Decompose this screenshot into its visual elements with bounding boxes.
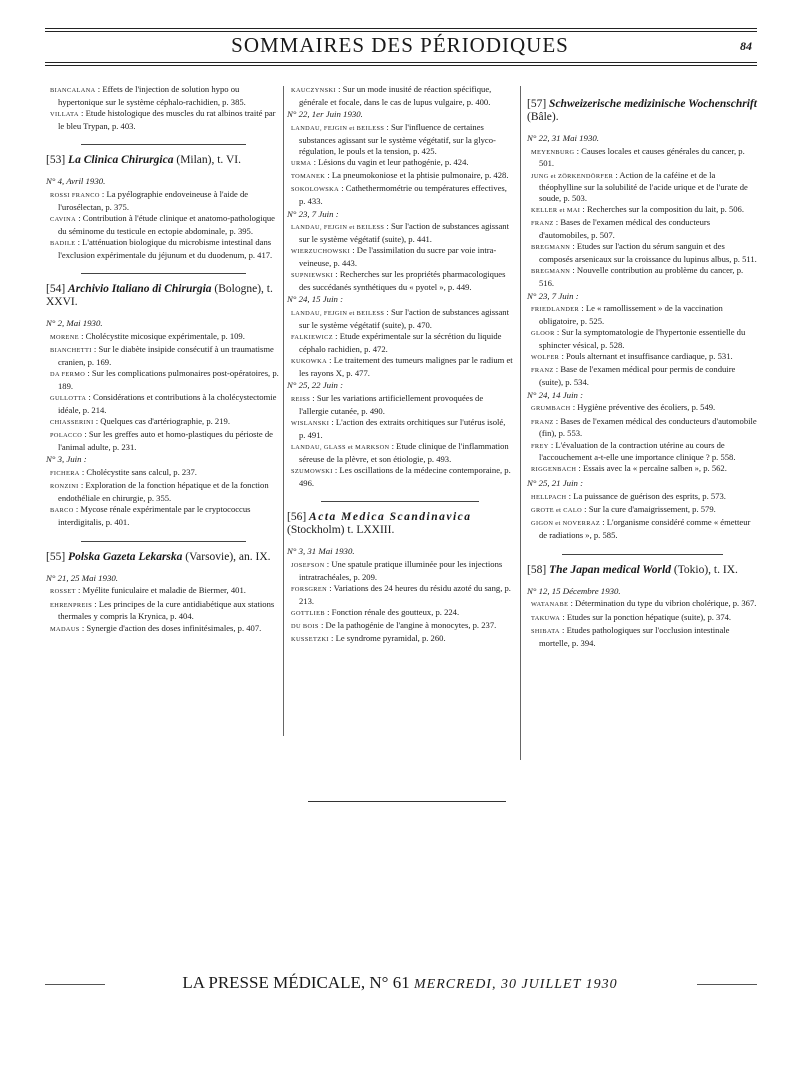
author-name: SHIBATA	[531, 627, 560, 635]
article-entry	[46, 368, 281, 391]
article-title: : Sur l'action de substances agissant sur le système végétatif (suite), p. 441.	[299, 221, 509, 244]
article-entry	[527, 416, 757, 439]
article-entry	[46, 237, 281, 260]
entry-list	[527, 303, 757, 387]
column-1	[46, 84, 281, 636]
journal-info: (Varsovie), an. IX.	[182, 550, 271, 563]
article-title: : L'organisme considéré comme « émetteur de radiations », p. 585.	[539, 517, 751, 540]
article-title: : Action de la caféine et de la théophylline sur la solubilité de l'acide urique et de l'urate de soude, p. 503.	[539, 169, 748, 204]
article-title: : La pyélographie endoveineuse à l'aide de l'urosélectan, p. 375.	[58, 189, 249, 212]
article-entry	[46, 623, 281, 636]
author-name: MADAUS	[50, 625, 80, 633]
article-title: : Cholécystite micosique expérimentale, p. 109.	[79, 330, 245, 341]
article-title: : Bases de l'examen médical des conducteurs d'automobiles, p. 507.	[539, 217, 711, 241]
article-entry	[527, 517, 757, 540]
footer-date: MERCREDI, 30 JUILLET 1930	[413, 977, 618, 992]
footer	[0, 973, 800, 993]
article-title: : Cholécystite sans calcul, p. 237.	[79, 467, 197, 478]
author-name: FALKIEWICZ	[291, 334, 334, 342]
author-name: FRANZ	[531, 418, 554, 426]
article-entry	[527, 463, 757, 476]
article-title: : Quelques cas d'artériographie, p. 219.	[93, 415, 230, 426]
author-name: ROSSI FRANCO	[50, 192, 100, 200]
article-title: : De l'assimilation du sucre par voie intra-veineuse, p. 443.	[299, 245, 497, 268]
section-heading	[287, 511, 513, 537]
article-entry	[287, 183, 513, 206]
author-name: BIANCHETTI	[50, 347, 92, 355]
article-entry	[46, 189, 281, 212]
section-heading	[527, 98, 757, 124]
issue-date: N° 4, Avril 1930.	[46, 176, 106, 187]
issue-date: N° 3, Juin :	[46, 454, 87, 465]
section-number: [56]	[287, 511, 307, 524]
section-heading	[46, 283, 281, 309]
article-entry	[527, 217, 757, 240]
author-name: BARCO	[50, 507, 74, 515]
article-entry	[287, 583, 513, 606]
section-heading	[46, 551, 281, 564]
article-entry	[287, 84, 513, 107]
author-name: REISS	[291, 396, 311, 404]
author-name: MORENE	[50, 333, 79, 341]
author-name: FICHERA	[50, 470, 80, 478]
entry-list	[46, 84, 281, 131]
article-title: : Variations des 24 heures du résidu azoté du sang, p. 213.	[299, 582, 511, 606]
section-number: [54]	[46, 283, 66, 296]
issue-date: N° 25, 21 Juin :	[527, 478, 584, 489]
article-title: : Sur un mode inusité de réaction spécifique, générale et focale, dans le cas de lupus vulgaire, p. 400.	[299, 84, 492, 107]
article-entry	[46, 416, 281, 429]
journal-info: (Tokio), t. IX.	[670, 563, 738, 576]
header-rule-bottom	[45, 62, 757, 63]
column-2	[287, 84, 513, 646]
article-entry	[287, 620, 513, 633]
article-entry	[46, 108, 281, 131]
article-title: : Pouls alternant et insuffisance cardiaque, p. 531.	[559, 351, 733, 362]
article-entry	[46, 467, 281, 480]
article-title: : Cathethermométrie ou températures effectives, p. 433.	[299, 183, 507, 206]
header-rule-top	[45, 28, 757, 29]
article-entry	[46, 84, 281, 107]
article-title: : Une spatule pratique illuminée pour les injections intratrachéales, p. 209.	[299, 558, 503, 582]
author-name: LANDAU, FEJGIN et BEILESS	[291, 310, 385, 318]
article-entry	[527, 598, 757, 611]
column-divider	[283, 86, 284, 736]
author-name: RIGGENBACH	[531, 466, 577, 474]
author-name: LANDAU, GLASS et MARKSON	[291, 443, 390, 451]
entry-list	[527, 146, 757, 289]
article-title: : Causes locales et causes générales du cancer, p. 501.	[539, 145, 745, 169]
article-entry	[527, 612, 757, 625]
article-entry	[46, 585, 281, 598]
author-name: BIANCALANA	[50, 87, 96, 94]
article-title: : Les oscillations de la médecine contemporaine, p. 496.	[299, 464, 511, 488]
article-title: : Synergie d'action des doses infinitésimales, p. 407.	[79, 622, 262, 633]
article-entry	[527, 440, 757, 463]
author-name: CHIASSERINI	[50, 418, 94, 426]
author-name: VILLATA	[50, 110, 79, 118]
entry-list	[287, 307, 513, 378]
entry-list	[287, 393, 513, 488]
entry-list	[287, 221, 513, 292]
article-title: : La pneumokoniose et la phtisie pulmonaire, p. 428.	[325, 169, 509, 180]
article-entry	[287, 157, 513, 170]
article-title: : Détermination du type du vibrion cholérique, p. 367.	[568, 598, 757, 609]
author-name: URMA	[291, 159, 312, 167]
section-separator	[321, 501, 479, 502]
article-entry	[46, 344, 281, 367]
article-title: : Sur la cure d'amaigrissement, p. 579.	[582, 504, 716, 515]
page-title: SOMMAIRES DES PÉRIODIQUES	[231, 33, 569, 57]
journal-info: (Stockholm) t. LXXIII.	[287, 524, 395, 537]
author-name: TAKUWA	[531, 614, 561, 622]
article-entry	[527, 364, 757, 387]
author-name: FRANZ	[531, 220, 554, 228]
author-name: FREY	[531, 442, 549, 450]
author-name: HELLPACH	[531, 493, 567, 501]
article-entry	[46, 504, 281, 527]
section-separator	[562, 554, 723, 555]
article-title: : Les principes de la cure antidiabétique aux stations thermales y compris la Krynica, p. 404.	[58, 598, 275, 622]
header-rule-top-2	[45, 31, 757, 32]
issue-date: N° 23, 7 Juin :	[287, 208, 339, 219]
article-title: : Sur la symptomatologie de l'hypertonie essentielle du sphincter vésical, p. 528.	[539, 327, 746, 350]
article-title: : Etude histologique des muscles du rat albinos traité par le bleu Trypan, p. 403.	[58, 107, 276, 131]
author-name: JUNG et ZÖRKENDÖRFER	[531, 172, 614, 180]
author-name: SUPNIEWSKI	[291, 272, 334, 280]
article-entry	[527, 146, 757, 169]
journal-title: Schweizerische medizinische Wochenschrift	[549, 98, 757, 110]
author-name: LANDAU, FEJGIN et BEILESS	[291, 224, 385, 232]
author-name: GLOOR	[531, 330, 555, 338]
article-entry	[527, 170, 757, 204]
article-entry	[46, 213, 281, 236]
author-name: WOLFER	[531, 354, 560, 362]
article-entry	[287, 122, 513, 156]
issue-date: N° 22, 1er Juin 1930.	[287, 109, 363, 120]
author-name: GRUMBACH	[531, 405, 571, 413]
article-title: : Recherches sur la composition du lait, p. 506.	[580, 204, 745, 215]
article-title: : Etude expérimentale sur la sécrétion du liquide céphalo rachidien, p. 472.	[299, 331, 502, 354]
author-name: JOSEFSON	[291, 561, 325, 569]
article-entry	[46, 480, 281, 503]
column-3	[527, 84, 757, 649]
author-name: CAVINA	[50, 215, 77, 223]
article-title: : Etudes sur la ponction hépatique (suite), p. 374.	[560, 611, 732, 622]
article-title: : Considérations et contributions à la cholécystectomie idéale, p. 214.	[58, 391, 277, 415]
author-name: FRANZ	[531, 367, 554, 375]
article-title: : Le « ramollissement » de la vaccination obligatoire, p. 525.	[539, 303, 723, 327]
article-title: : Exploration de la fonction hépatique et de la fonction endothéliale en chirurgie, p. 355.	[58, 480, 269, 504]
article-entry	[287, 331, 513, 354]
article-title: : Sur les complications pulmonaires post-opératoires, p. 189.	[58, 368, 279, 391]
article-entry	[287, 355, 513, 378]
author-name: WIERZUCHOWSKI	[291, 248, 351, 256]
article-entry	[527, 303, 757, 326]
article-entry	[287, 269, 513, 292]
section-number: [58]	[527, 563, 547, 576]
article-title: : Hygiène préventive des écoliers, p. 549.	[570, 402, 716, 413]
article-title: : La puissance de guérison des esprits, p. 573.	[566, 490, 726, 501]
author-name: GIGON et NOVERRAZ	[531, 520, 601, 528]
footer-journal: LA PRESSE MÉDICALE, N° 61	[182, 973, 410, 992]
article-title: : Sur l'action de substances agissant sur le système végétatif (suite), p. 470.	[299, 307, 509, 330]
article-title: : Sur les greffes auto et homo-plastiques du périoste de l'animal adulte, p. 231.	[58, 429, 273, 452]
journal-title: La Clinica Chirurgica	[68, 154, 174, 167]
article-title: : Fonction rénale des goutteux, p. 224.	[324, 606, 460, 617]
section-separator	[81, 541, 246, 542]
section-heading	[527, 564, 757, 577]
article-title: : Essais avec la « percaïne salben », p. 562.	[576, 463, 727, 474]
issue-date: N° 24, 15 Juin :	[287, 294, 344, 305]
journal-title: Archivio Italiano di Chirurgia	[68, 283, 212, 296]
entry-list	[287, 84, 513, 107]
author-name: FRIEDLANDER	[531, 306, 580, 314]
issue-date: N° 24, 14 Juin :	[527, 389, 584, 400]
author-name: KUKOWKA	[291, 357, 328, 365]
author-name: DA FERMO	[50, 371, 86, 379]
author-name: GROTE et CALO	[531, 507, 583, 515]
article-entry	[287, 607, 513, 620]
entry-list	[527, 491, 757, 541]
article-entry	[287, 441, 513, 464]
author-name: BREGMANN	[531, 244, 571, 252]
author-name: SOKOLOWSKA	[291, 186, 340, 194]
article-entry	[46, 429, 281, 452]
author-name: GOTTLIEB	[291, 609, 325, 617]
article-title: : Contribution à l'étude clinique et anatomo-pathologique du séminome du testicule en ectopie abdominale, p. 395.	[58, 212, 275, 236]
author-name: DU BOIS	[291, 622, 319, 630]
author-name: TOMANEK	[291, 172, 326, 180]
article-entry	[527, 351, 757, 364]
article-entry	[527, 625, 757, 648]
author-name: KAUCZYNSKI	[291, 87, 336, 94]
article-title: : Base de l'examen médical pour permis de conduire (suite), p. 534.	[539, 364, 736, 388]
article-entry	[46, 599, 281, 622]
article-title: : L'action des extraits orchitiques sur l'utérus isolé, p. 491.	[299, 416, 506, 440]
issue-date: N° 12, 15 Décembre 1930.	[527, 585, 621, 596]
author-name: WISLANSKI	[291, 419, 330, 427]
issue-date: N° 25, 22 Juin :	[287, 380, 344, 391]
journal-title: Acta Medica Scandinavica	[309, 511, 472, 524]
article-title: : Nouvelle contribution au problème du cancer, p. 516.	[539, 265, 744, 288]
article-title: : Etudes sur l'action du sérum sanguin et des composés arsenicaux sur la croissance du lupinus albus, p. 511.	[539, 241, 757, 265]
article-title: : Sur l'influence de certaines substances agissant sur le système végétatif, sur la glyco-régulation, le pouls et la tension, p. 425.	[299, 122, 496, 156]
article-title: : De la pathogénie de l'angine à monocytes, p. 237.	[318, 619, 497, 630]
journal-info: (Milan), t. VI.	[173, 154, 241, 167]
article-title: : Bases de l'examen médical des conducteurs d'automobile (fin), p. 553.	[539, 415, 757, 439]
article-title: : Recherches sur les propriétés pharmacologiques des succédanés synthétiques du « pyotel », p. 449.	[299, 269, 506, 292]
article-title: : Effets de l'injection de solution hypo ou hypertonique sur le système céphalo-rachidien, p. 385.	[58, 84, 246, 107]
column-divider	[520, 86, 521, 760]
article-entry	[46, 331, 281, 344]
article-entry	[287, 417, 513, 440]
article-entry	[287, 307, 513, 330]
article-title: : Etude clinique de l'inflammation séreuse de la plèvre, et son étiologie, p. 493.	[299, 440, 509, 464]
article-entry	[527, 504, 757, 517]
article-entry	[287, 393, 513, 416]
article-entry	[287, 245, 513, 268]
article-title: : L'évaluation de la contraction utérine au cours de l'accouchement a-t-elle une importance clinique ? p. 558.	[539, 439, 736, 463]
article-title: : Le syndrome pyramidal, p. 260.	[328, 633, 446, 644]
page-number: 84	[740, 39, 752, 53]
entry-list	[527, 402, 757, 476]
article-title: : L'atténuation biologique du microbisme intestinal dans l'exclusion expérimentale du jéjunum et du duodenum, p. 417.	[58, 236, 273, 260]
author-name: KELLER et MAI	[531, 207, 581, 215]
article-title: : Sur les variations artificiellement provoquées de l'allergie cutanée, p. 490.	[299, 393, 484, 416]
article-title: : Mycose rénale expérimentale par le cryptococcus interdigitalis, p. 401.	[58, 504, 251, 527]
author-name: BREGMANN	[531, 268, 571, 276]
author-name: MEYENBURG	[531, 148, 575, 156]
article-entry	[287, 170, 513, 183]
article-entry	[527, 327, 757, 350]
author-name: BADILE	[50, 239, 76, 247]
author-name: ROSSET	[50, 588, 76, 596]
author-name: KUSSETZKI	[291, 636, 329, 644]
article-title: : Etudes pathologiques sur l'occlusion intestinale mortelle, p. 394.	[539, 624, 730, 648]
article-entry	[46, 392, 281, 415]
article-entry	[287, 465, 513, 488]
article-title: : Sur le diabète insipide consécutif à un traumatisme cranien, p. 169.	[58, 344, 274, 367]
author-name: EHRENPREIS	[50, 601, 93, 609]
section-separator	[81, 273, 246, 274]
entry-list	[46, 467, 281, 528]
entry-list	[287, 559, 513, 646]
author-name: FORSGREN	[291, 585, 328, 593]
article-entry	[527, 204, 757, 217]
entry-list	[46, 189, 281, 260]
journal-info: (Bologne), t. XXVI.	[46, 283, 273, 309]
issue-date: N° 2, Mai 1930.	[46, 318, 103, 329]
entry-list	[527, 598, 757, 648]
author-name: SZUMOWSKI	[291, 467, 333, 475]
issue-date: N° 22, 31 Mai 1930.	[527, 133, 599, 143]
section-heading	[46, 154, 281, 167]
issue-date: N° 21, 25 Mai 1930.	[46, 572, 118, 583]
article-entry	[527, 265, 757, 288]
section-number: [53]	[46, 154, 66, 167]
article-entry	[527, 241, 757, 264]
entry-list	[46, 585, 281, 635]
article-entry	[287, 633, 513, 646]
author-name: WATANABE	[531, 601, 569, 609]
author-name: RONZINI	[50, 483, 79, 491]
article-entry	[527, 402, 757, 415]
article-title: : Lésions du vagin et leur pathogénie, p. 424.	[311, 156, 469, 167]
section-number: [57]	[527, 98, 547, 110]
journal-info: (Bâle).	[527, 111, 559, 123]
article-title: : Le traitement des tumeurs malignes par le radium et les rayons X, p. 477.	[299, 354, 513, 378]
article-entry	[287, 221, 513, 244]
article-title: : Myélite funiculaire et maladie de Biermer, 401.	[75, 585, 246, 596]
entry-list	[287, 122, 513, 206]
author-name: LANDAU, FEJGIN et BEILESS	[291, 125, 385, 133]
journal-title: The Japan medical World	[549, 563, 671, 576]
end-rule	[308, 801, 506, 802]
article-entry	[527, 491, 757, 504]
section-separator	[81, 144, 246, 145]
journal-title: Polska Gazeta Lekarska	[68, 550, 183, 563]
header-rule-bottom-2	[45, 65, 757, 66]
section-number: [55]	[46, 550, 66, 563]
author-name: POLACCO	[50, 432, 83, 440]
author-name: GULLOTTA	[50, 394, 87, 402]
issue-date: N° 23, 7 Juin :	[527, 290, 579, 301]
issue-date: N° 3, 31 Mai 1930.	[287, 546, 355, 557]
article-entry	[287, 559, 513, 582]
entry-list	[46, 331, 281, 453]
